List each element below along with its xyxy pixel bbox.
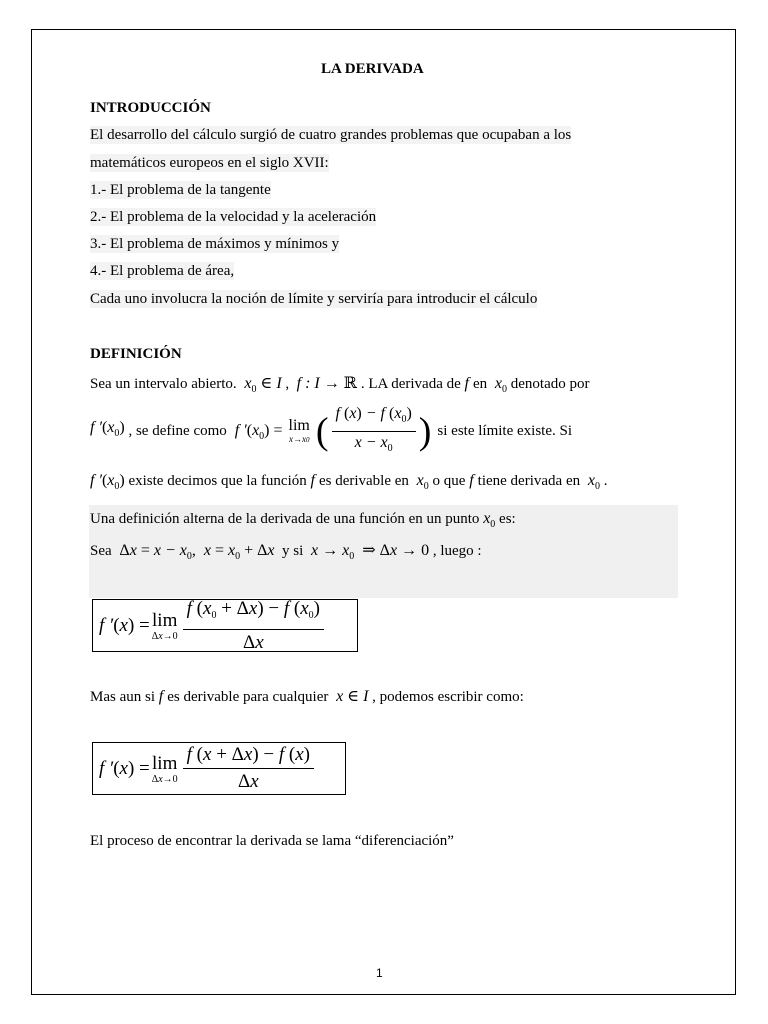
mas-aun-prefix: Mas aun si xyxy=(90,689,159,705)
alternate-line-2 xyxy=(90,542,482,566)
formula-delta-x: $\Delta x = x - x_0$, $x = x_0 + \Delta x$ xyxy=(119,542,275,562)
mas-aun-middle: es derivable para cualquier xyxy=(167,689,333,705)
f-symbol-2: f xyxy=(310,472,319,489)
formula-fprime-x0-2: f $'(x_0)$ xyxy=(90,472,125,492)
formula-x0-3: $x_0$ xyxy=(583,472,600,492)
alternate-es: es: xyxy=(499,511,516,527)
page-title: LA DERIVADA xyxy=(321,61,424,77)
intro-item-4: 4.- El problema de área, xyxy=(90,263,235,279)
definition-es-derivable-en: es derivable en xyxy=(318,473,413,489)
definition-sea-text: Sea un intervalo abierto. xyxy=(90,376,241,392)
formula-derivative-definition: f $'(x_0)$ = lim x→x0 ( $\frac{f (x) - f (x_0)}{x - x_0}$ ) xyxy=(234,404,432,454)
definition-period: . xyxy=(603,473,608,489)
intro-closing: Cada uno involucra la noción de límite y serviría para introducir el cálculo xyxy=(90,291,538,307)
definition-existe-decimos: existe decimos que la función xyxy=(128,473,311,489)
definition-o-que: o que xyxy=(432,473,470,489)
formula-f-map: f : I → ℝ xyxy=(296,375,358,392)
formula-fprime-x0: f $'(x_0)$ xyxy=(90,419,125,439)
formula-box-increment: f ′(x) = lim Δx→0 $\frac{f (x_0 + \Delta x) - f (x_0)}{\Delta x}$ xyxy=(92,599,358,652)
alternate-sea: Sea xyxy=(90,543,116,559)
intro-line-1: El desarrollo del cálculo surgió de cuatro grandes problemas que ocupaban a los xyxy=(90,127,572,143)
f-symbol-3: f xyxy=(469,472,478,489)
definition-line-3 xyxy=(90,472,607,496)
formula-box-general: f ′(x) = lim Δx→0 $\frac{f (x + \Delta x) - f (x)}{\Delta x}$ xyxy=(92,742,346,795)
alternate-intro: Una definición alterna de la derivada de una función en un punto xyxy=(90,511,484,527)
closing-line: El proceso de encontrar la derivada se lama “diferenciación” xyxy=(90,833,454,849)
formula-x0-2: $x_0$ xyxy=(412,472,429,492)
f-symbol-4: f xyxy=(158,688,168,705)
intro-item-3: 3.- El problema de máximos y mínimos y xyxy=(90,236,340,252)
intro-heading: INTRODUCCIÓN xyxy=(90,100,211,116)
definition-heading: DEFINICIÓN xyxy=(90,346,182,362)
page-number: 1 xyxy=(376,966,383,980)
formula-x0-in-I: $x_0$ ∈ I xyxy=(240,375,282,395)
alternate-line-1 xyxy=(90,510,516,534)
formula-limit-condition: $x \to x_0$ ⇒ Δx → 0 xyxy=(307,542,430,562)
mas-aun-line xyxy=(90,688,524,706)
formula-x0: $x_0$ xyxy=(490,375,508,395)
alternate-luego: , luego : xyxy=(432,543,482,559)
definition-si-limite: si este límite existe. Si xyxy=(437,423,572,439)
formula-x-in-I: x ∈ I xyxy=(332,688,369,705)
intro-item-1: 1.- El problema de la tangente xyxy=(90,182,271,198)
definition-line-1: Sea un intervalo abierto. $x_0$ ∈ I , f : I → ℝ . LA derivada de f en $x_0$ denotado por xyxy=(90,375,590,395)
formula-x0-4: $x_0$ xyxy=(483,510,496,530)
definition-en: en xyxy=(472,376,491,392)
definition-derivada-de: . LA derivada de xyxy=(360,376,465,392)
definition-se-define-como: , se define como xyxy=(124,423,227,439)
definition-tiene-derivada-en: tiene derivada en xyxy=(477,473,584,489)
intro-item-2: 2.- El problema de la velocidad y la aceleración xyxy=(90,209,377,225)
intro-line-2: matemáticos europeos en el siglo XVII: xyxy=(90,155,329,171)
mas-aun-suffix: , podemos escribir como: xyxy=(372,689,524,705)
alternate-y-si: y si xyxy=(278,543,308,559)
definition-denotado-por: denotado por xyxy=(510,376,590,392)
definition-line-2 xyxy=(90,405,572,457)
f-symbol: f xyxy=(464,375,473,392)
